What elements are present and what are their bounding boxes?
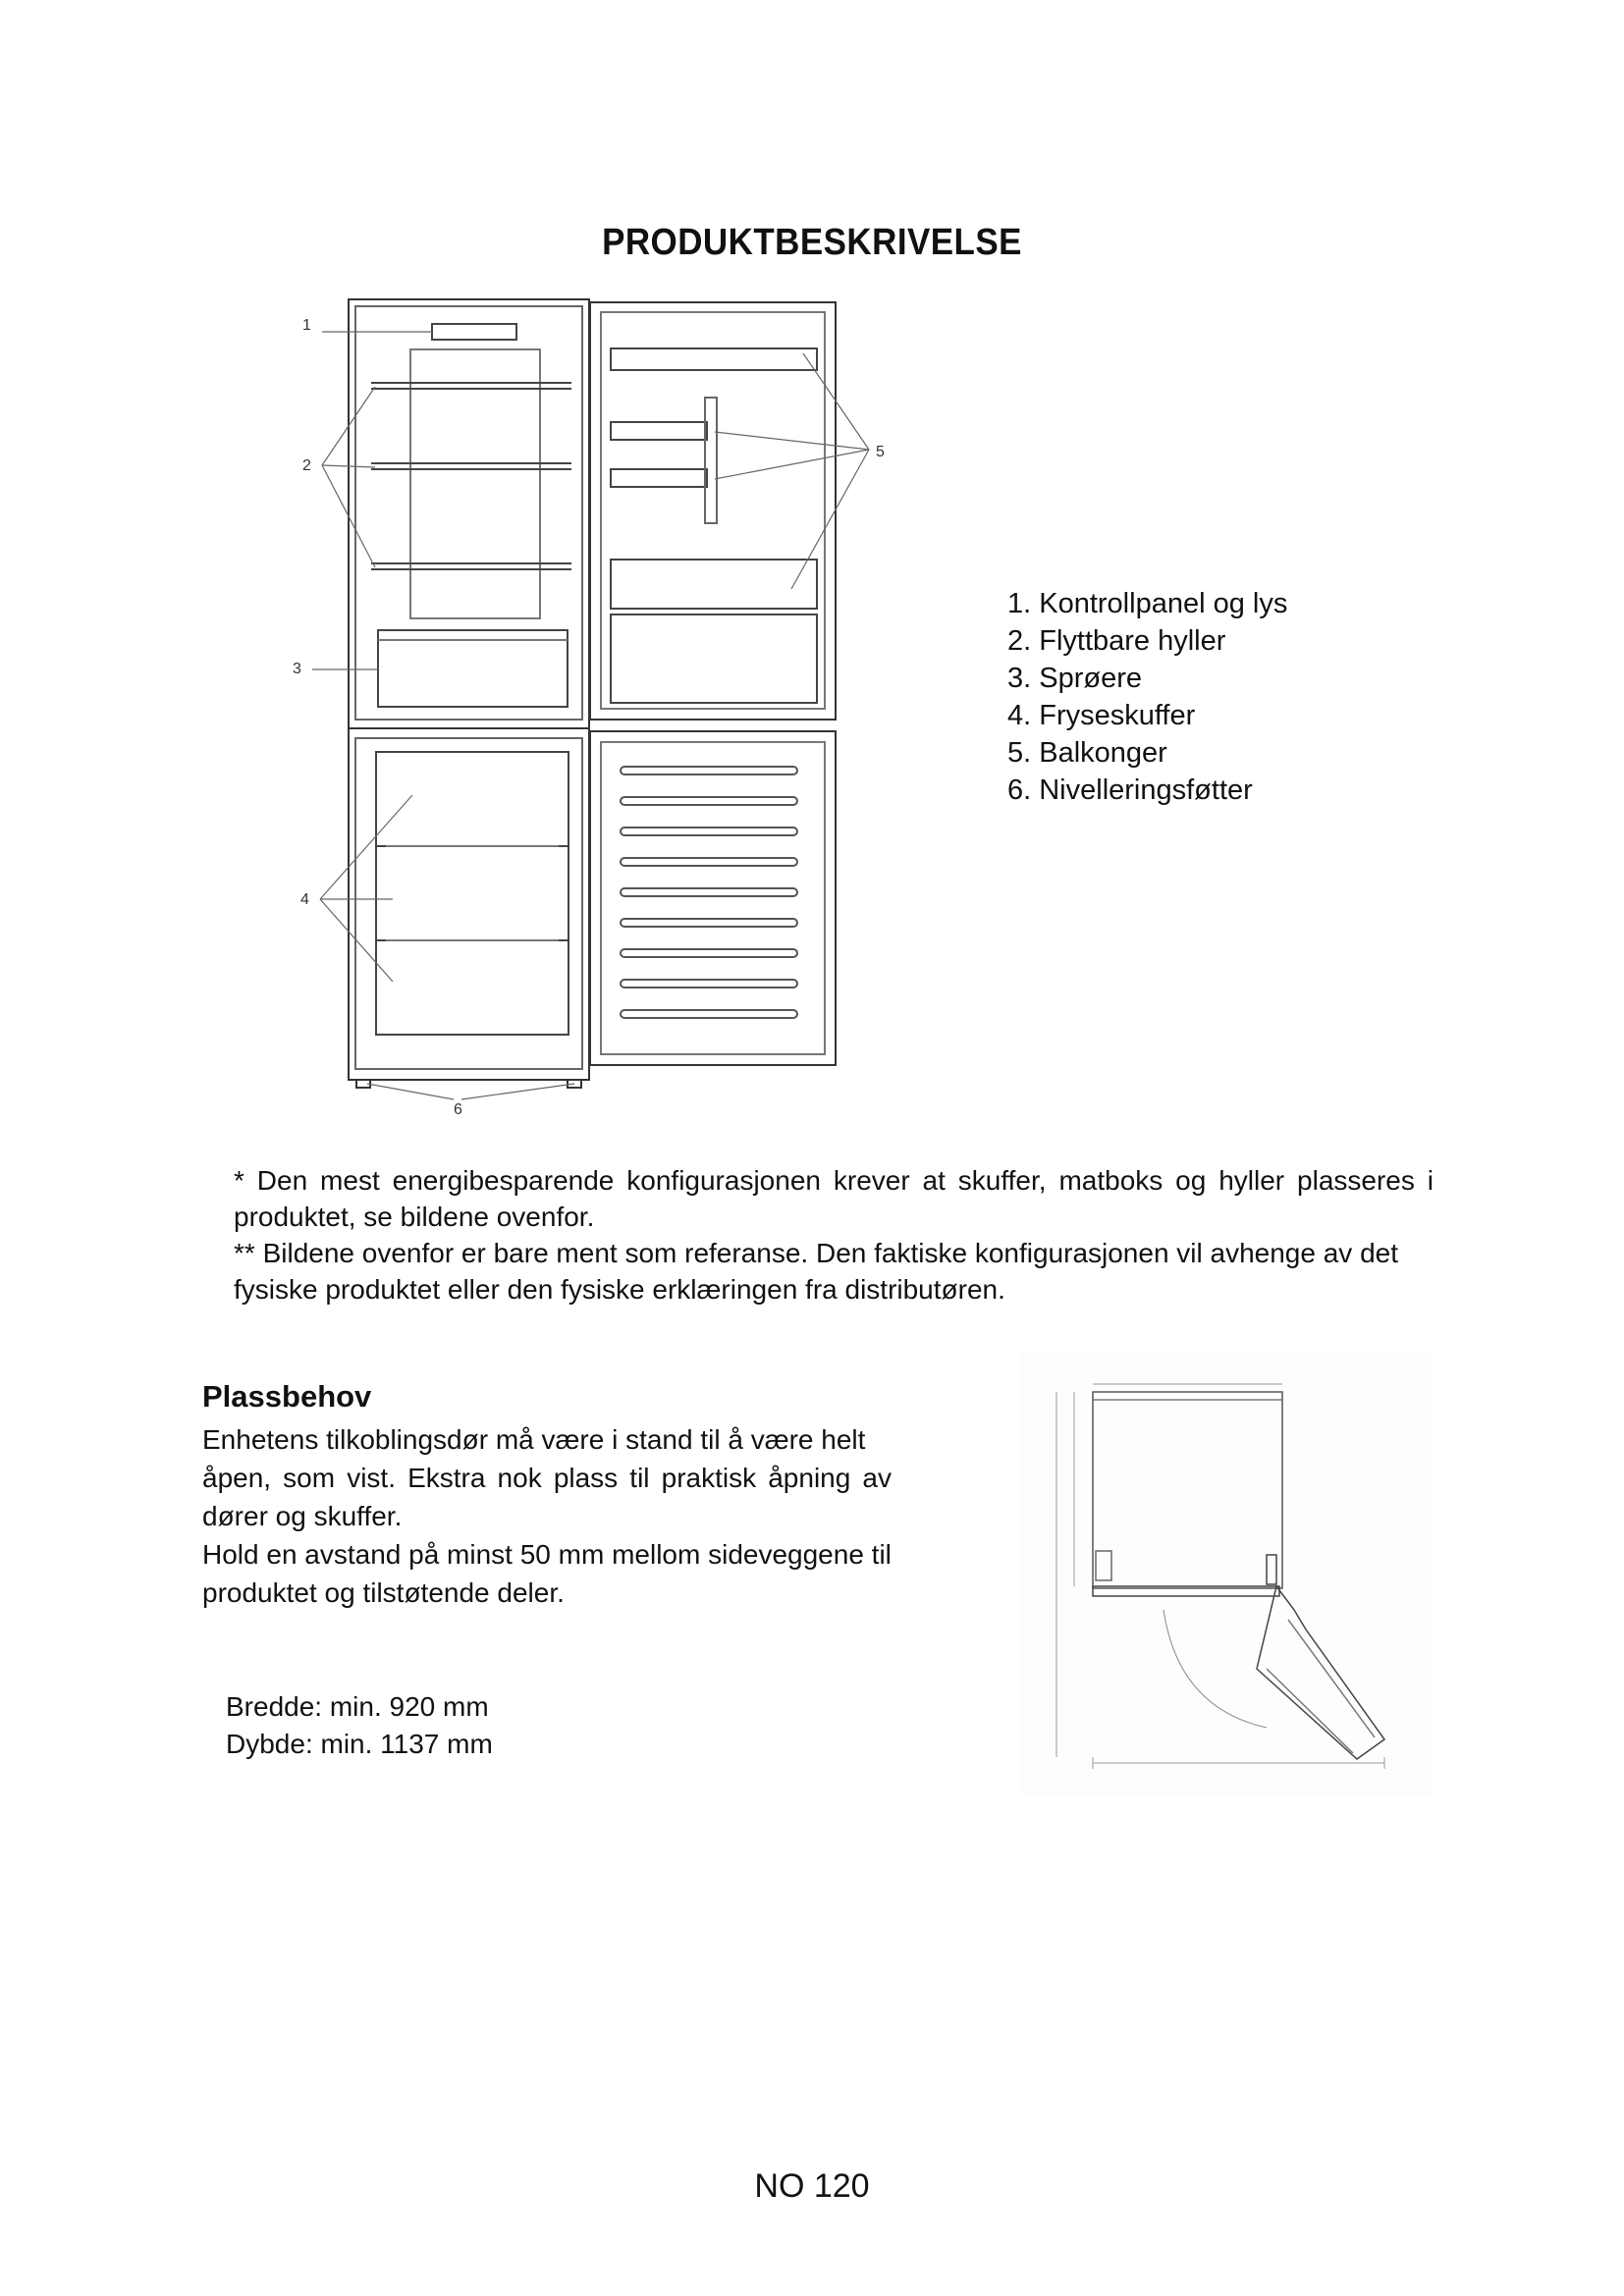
fridge-door	[590, 302, 836, 720]
clearance-diagram	[1021, 1353, 1434, 1796]
fridge-shelves	[371, 383, 571, 569]
crisper-drawer	[378, 630, 568, 707]
page-title: PRODUKTBESKRIVELSE	[602, 222, 1022, 263]
legend-item: 5. Balkonger	[1007, 737, 1167, 769]
fridge-diagram	[285, 291, 913, 1125]
note-2-line-2: fysiske produktet eller den fysiske erklæringen fra distributøren.	[234, 1274, 1005, 1305]
min-width: Bredde: min. 920 mm	[226, 1691, 489, 1722]
callout-3: 3	[293, 661, 301, 677]
space-line: Hold en avstand på minst 50 mm mellom sideveggene til	[202, 1539, 892, 1570]
section-title-space: Plassbehov	[202, 1379, 372, 1414]
legend-item: 1. Kontrollpanel og lys	[1007, 588, 1288, 619]
min-depth: Dybde: min. 1137 mm	[226, 1729, 493, 1759]
space-line: produktet og tilstøtende deler.	[202, 1577, 565, 1608]
callout-4: 4	[300, 891, 309, 908]
minimum-dimensions	[226, 1688, 493, 1763]
freezer-drawers	[376, 752, 568, 1035]
door-balconies	[611, 348, 817, 703]
callout-1: 1	[302, 317, 311, 334]
space-line: dører og skuffer.	[202, 1501, 403, 1531]
leveling-feet	[356, 1080, 581, 1088]
freezer-door	[590, 731, 836, 1065]
configuration-notes	[234, 1162, 1434, 1308]
callout-6: 6	[454, 1101, 462, 1118]
component-legend	[1007, 585, 1287, 809]
space-line: Enhetens tilkoblingsdør må være i stand til å være helt	[202, 1424, 866, 1455]
legend-item: 2. Flyttbare hyller	[1007, 625, 1226, 657]
note-2-line-1: ** Bildene ovenfor er bare ment som referanse. Den faktiske konfigurasjonen vil avhenge av det	[234, 1238, 1399, 1268]
legend-item: 6. Nivelleringsføtter	[1007, 774, 1253, 806]
callout-2: 2	[302, 457, 311, 474]
note-1-line-2: produktet, se bildene ovenfor.	[234, 1201, 595, 1232]
note-1-line-1: * Den mest energibesparende konfigurasjonen krever at skuffer, matboks og hyller plasseres i	[234, 1165, 1434, 1196]
page-number: NO 120	[754, 2167, 870, 2205]
space-line: åpen, som vist. Ekstra nok plass til praktisk åpning av	[202, 1463, 892, 1493]
space-body	[202, 1420, 892, 1612]
freezer-door-ribs	[621, 767, 797, 1018]
control-panel	[432, 324, 516, 340]
callout-5: 5	[876, 444, 885, 460]
legend-item: 3. Sprøere	[1007, 663, 1142, 694]
legend-item: 4. Fryseskuffer	[1007, 700, 1196, 731]
fridge-body	[349, 299, 589, 1080]
